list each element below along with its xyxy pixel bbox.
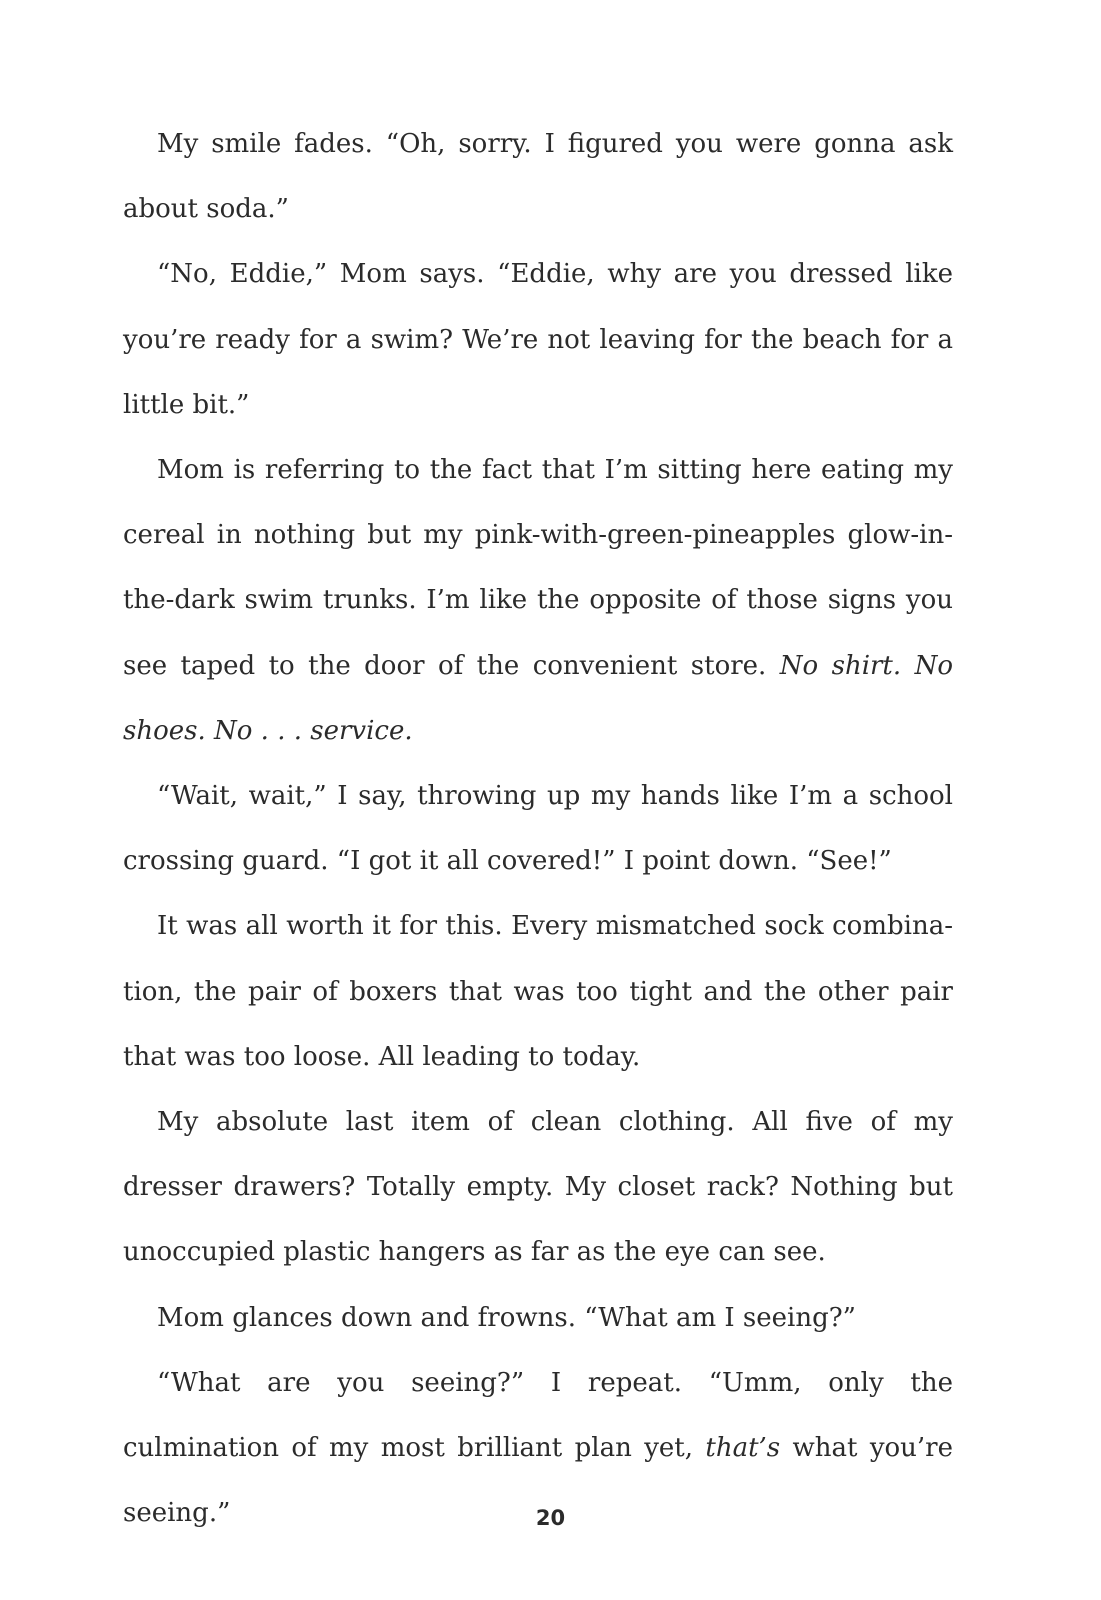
paragraph (123, 438, 953, 764)
italic-emphasis: that’s (705, 1433, 781, 1464)
paragraph (123, 112, 953, 242)
paragraph-text: My smile fades. “Oh, sorry. I figured you were gonna ask about soda.” (123, 129, 953, 225)
paragraph-text: “What are you seeing?” I repeat. “Umm, only the culmination of my most brilliant plan yet, (123, 1367, 953, 1464)
paragraph-text: “No, Eddie,” Mom says. “Eddie, why are you dressed like you’re ready for a swim? We’re not leaving for the beach for a little bit.” (123, 259, 953, 420)
paragraph (123, 1090, 953, 1286)
paragraph-text: My absolute last item of clean clothing. All five of my dresser drawers? Totally empty. My closet rack? Nothing but unoccupied plastic hangers as far as the eye can see. (123, 1107, 953, 1268)
paragraph (123, 764, 953, 894)
paragraph-text: Mom is referring to the fact that I’m sitting here eating my cereal in nothing but my pink-with-green-pineapples glow-in-the-dark swim trunks. I’m like the opposite of those signs you see taped to the door of the convenient store. (123, 455, 953, 681)
paragraph-text: “Wait, wait,” I say, throwing up my hands like I’m a school crossing guard. “I got it all covered!” I point down. “See!” (123, 781, 953, 877)
italic-sign-text: No shirt. No shoes. No . . . service. (123, 650, 953, 746)
paragraph-text: Mom glances down and frowns. “What am I seeing?” (157, 1302, 856, 1333)
paragraph-text: what you’re seeing.” (123, 1433, 953, 1529)
body-text (123, 112, 953, 1546)
paragraph (123, 242, 953, 438)
paragraph (123, 1286, 953, 1351)
paragraph (123, 894, 953, 1090)
paragraph-text: It was all worth it for this. Every mismatched sock combination, the pair of boxers that was too tight and the other pair that was too loose. All leading to today. (123, 911, 953, 1072)
page-number: 20 (535, 1506, 566, 1530)
